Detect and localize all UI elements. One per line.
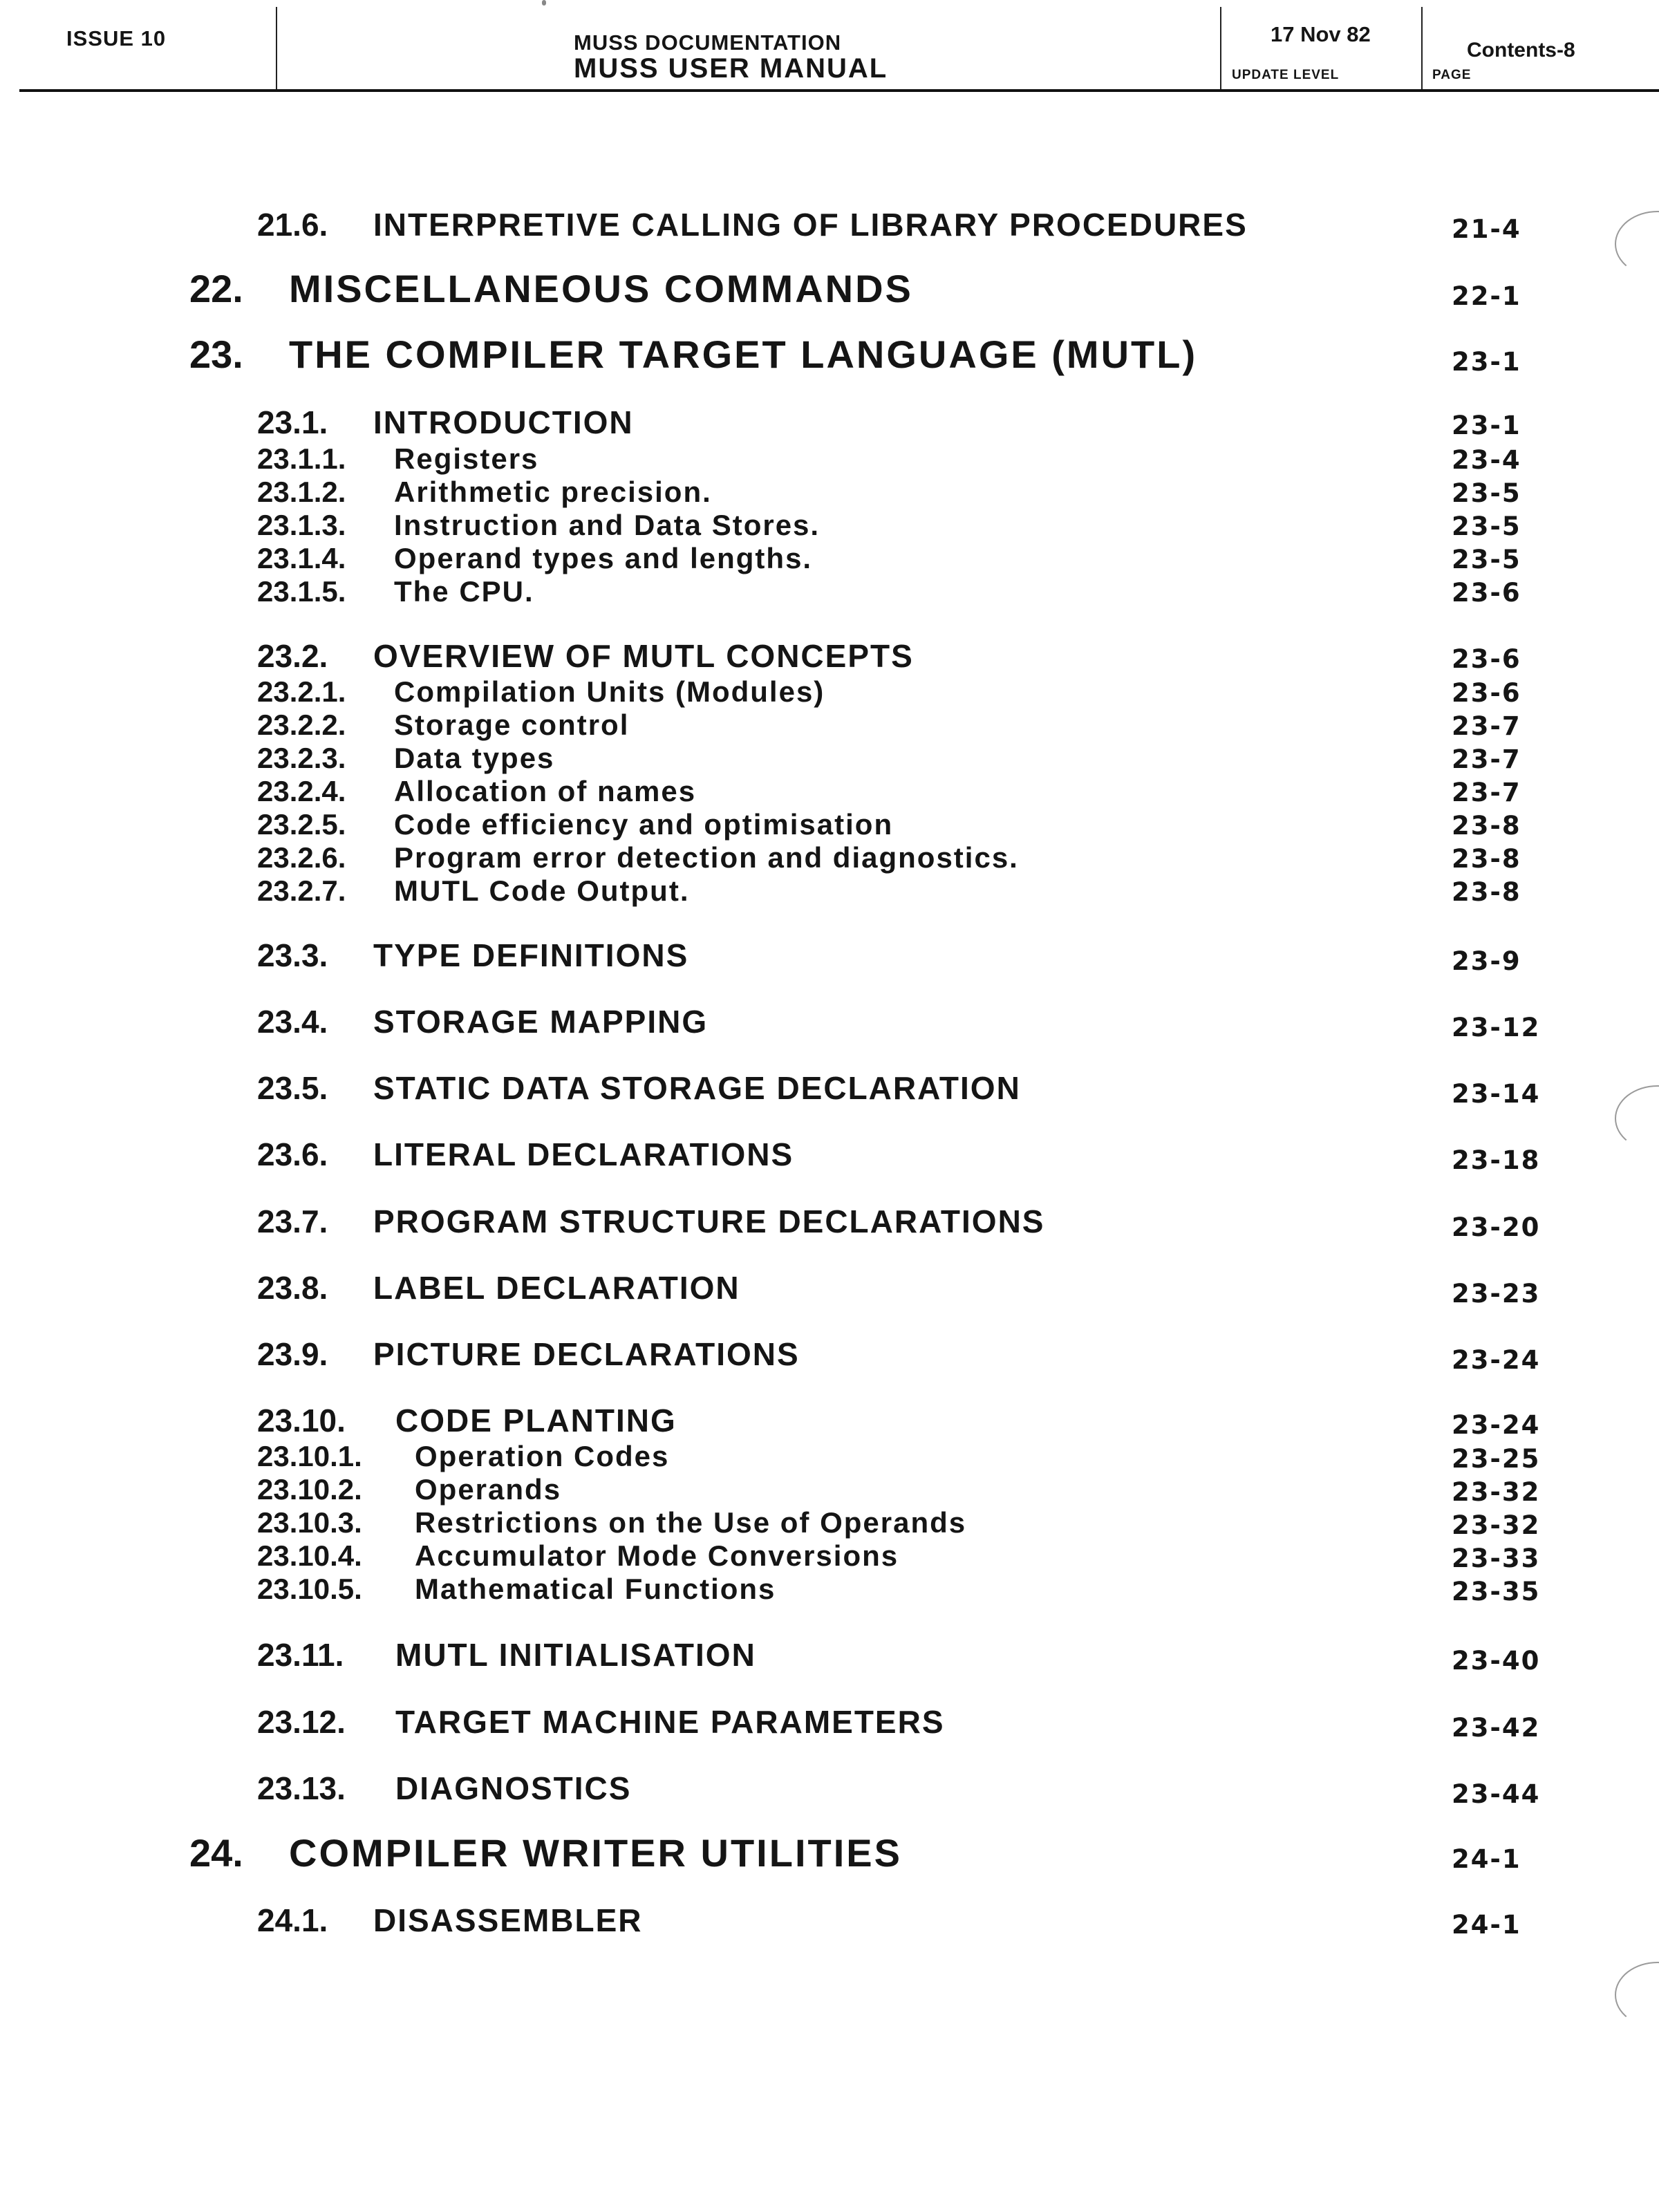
page-ref: 23-32	[1452, 1477, 1541, 1507]
manual-title: MUSS USER MANUAL	[574, 53, 888, 84]
page-ref: 22-1	[1452, 281, 1521, 311]
section-number: 23.10.3.	[257, 1506, 362, 1539]
section-title: TYPE DEFINITIONS	[373, 937, 689, 973]
section-number: 23.2.3.	[257, 742, 346, 774]
section-number: 23.10.1.	[257, 1440, 362, 1472]
page-ref: 23-7	[1452, 744, 1521, 774]
section-number: 23.2.7.	[257, 874, 346, 907]
section-number: 23.2.	[257, 638, 328, 674]
section-number: 23.10.	[257, 1403, 346, 1438]
section-number: 23.1.5.	[257, 575, 346, 608]
section-title: MUTL Code Output.	[394, 874, 690, 907]
page-ref: 23-6	[1452, 644, 1521, 674]
section-number: 23.10.2.	[257, 1473, 362, 1506]
section-title: Operands	[415, 1473, 562, 1506]
section-number: 23.12.	[257, 1704, 346, 1740]
section-title: LABEL DECLARATION	[373, 1270, 740, 1306]
section-number: 24.	[189, 1831, 243, 1875]
section-title: Code efficiency and optimisation	[394, 808, 894, 841]
binder-hole-mark	[1615, 1085, 1659, 1152]
section-title: Compilation Units (Modules)	[394, 675, 825, 708]
section-number: 23.1.	[257, 404, 328, 440]
section-title: Arithmetic precision.	[394, 476, 712, 508]
section-title: COMPILER WRITER UTILITIES	[289, 1831, 902, 1875]
section-title: Accumulator Mode Conversions	[415, 1539, 899, 1572]
page-ref: 23-33	[1452, 1544, 1541, 1573]
section-number: 23.11.	[257, 1637, 344, 1673]
update-date: 17 Nov 82	[1271, 22, 1371, 46]
section-title: Program error detection and diagnostics.	[394, 841, 1019, 874]
page-ref: 23-35	[1452, 1577, 1541, 1606]
header-divider	[1220, 7, 1221, 91]
page-ref: 23-20	[1452, 1212, 1541, 1242]
page-ref: 23-4	[1452, 445, 1521, 475]
page-ref: 23-14	[1452, 1079, 1541, 1109]
section-title: DIAGNOSTICS	[395, 1770, 632, 1806]
page-ref: 23-23	[1452, 1279, 1541, 1309]
section-title: Operation Codes	[415, 1440, 670, 1472]
section-title: Mathematical Functions	[415, 1573, 776, 1605]
page-ref: 23-7	[1452, 711, 1521, 741]
binder-hole-mark	[1615, 211, 1659, 277]
page-ref: 23-32	[1452, 1510, 1541, 1540]
section-number: 23.3.	[257, 937, 328, 973]
section-number: 23.8.	[257, 1270, 328, 1306]
page-number: Contents-8	[1467, 39, 1575, 62]
section-number: 23.5.	[257, 1070, 328, 1106]
page-ref: 23-6	[1452, 678, 1521, 708]
page-ref: 23-9	[1452, 946, 1521, 976]
page-ref: 24-1	[1452, 1910, 1521, 1940]
page-ref: 23-24	[1452, 1345, 1541, 1375]
section-title: Restrictions on the Use of Operands	[415, 1506, 967, 1539]
section-number: 23.1.2.	[257, 476, 346, 508]
document-titles	[574, 32, 888, 82]
section-title: Data types	[394, 742, 555, 774]
section-title: OVERVIEW OF MUTL CONCEPTS	[373, 638, 914, 674]
section-title: MISCELLANEOUS COMMANDS	[289, 267, 913, 310]
page-ref: 24-1	[1452, 1844, 1521, 1874]
page-ref: 23-6	[1452, 578, 1521, 608]
section-number: 23.1.4.	[257, 542, 346, 574]
section-title: DISASSEMBLER	[373, 1902, 643, 1938]
section-title: Operand types and lengths.	[394, 542, 813, 574]
page-ref: 21-4	[1452, 214, 1521, 244]
section-title: TARGET MACHINE PARAMETERS	[395, 1704, 945, 1740]
page-ref: 23-7	[1452, 778, 1521, 807]
section-number: 23.2.5.	[257, 808, 346, 841]
section-title: INTRODUCTION	[373, 404, 634, 440]
section-number: 23.10.4.	[257, 1539, 362, 1572]
page-ref: 23-5	[1452, 478, 1521, 508]
section-title: Storage control	[394, 709, 630, 741]
page-ref: 23-12	[1452, 1013, 1541, 1042]
section-title: The CPU.	[394, 575, 534, 608]
page-ref: 23-8	[1452, 877, 1521, 907]
section-number: 23.7.	[257, 1203, 328, 1239]
doc-title: MUSS DOCUMENTATION	[574, 30, 842, 55]
page-ref: 23-8	[1452, 844, 1521, 874]
section-title: Instruction and Data Stores.	[394, 509, 821, 541]
section-title: PROGRAM STRUCTURE DECLARATIONS	[373, 1203, 1045, 1239]
header-rule	[19, 89, 1659, 92]
page-ref: 23-18	[1452, 1145, 1541, 1175]
page-header	[0, 0, 1659, 93]
section-number: 23.2.2.	[257, 709, 346, 741]
page-ref: 23-42	[1452, 1713, 1541, 1743]
page-label: PAGE	[1432, 68, 1472, 82]
page-ref: 23-44	[1452, 1779, 1541, 1809]
page-ref: 23-1	[1452, 347, 1521, 377]
section-number: 23.4.	[257, 1004, 328, 1040]
section-number: 23.1.3.	[257, 509, 346, 541]
section-title: MUTL INITIALISATION	[395, 1637, 756, 1673]
scan-speck	[542, 0, 546, 6]
section-title: Registers	[394, 442, 539, 475]
section-number: 23.2.4.	[257, 775, 346, 807]
section-title: STATIC DATA STORAGE DECLARATION	[373, 1070, 1021, 1106]
issue-label: ISSUE 10	[66, 26, 167, 50]
section-title: INTERPRETIVE CALLING OF LIBRARY PROCEDURES	[373, 207, 1248, 243]
section-number: 21.6.	[257, 207, 328, 243]
section-title: PICTURE DECLARATIONS	[373, 1336, 800, 1372]
section-title: THE COMPILER TARGET LANGUAGE (MUTL)	[289, 332, 1198, 376]
header-divider	[1421, 7, 1423, 91]
binder-hole-mark	[1615, 1962, 1659, 2028]
page-ref: 23-5	[1452, 512, 1521, 541]
section-number: 23.10.5.	[257, 1573, 362, 1605]
section-number: 23.	[189, 332, 243, 376]
update-level-label: UPDATE LEVEL	[1232, 68, 1340, 82]
page-ref: 23-8	[1452, 811, 1521, 841]
page-ref: 23-1	[1452, 411, 1521, 440]
page-ref: 23-25	[1452, 1444, 1541, 1474]
section-number: 23.13.	[257, 1770, 346, 1806]
header-divider	[276, 7, 277, 91]
section-title: Allocation of names	[394, 775, 697, 807]
section-number: 23.2.6.	[257, 841, 346, 874]
section-number: 23.9.	[257, 1336, 328, 1372]
section-number: 23.1.1.	[257, 442, 346, 475]
page-ref: 23-5	[1452, 545, 1521, 574]
section-number: 22.	[189, 267, 243, 310]
page-ref: 23-40	[1452, 1646, 1541, 1676]
section-title: LITERAL DECLARATIONS	[373, 1136, 794, 1172]
section-number: 23.2.1.	[257, 675, 346, 708]
section-title: CODE PLANTING	[395, 1403, 677, 1438]
section-number: 23.6.	[257, 1136, 328, 1172]
section-title: STORAGE MAPPING	[373, 1004, 709, 1040]
section-number: 24.1.	[257, 1902, 328, 1938]
page-ref: 23-24	[1452, 1410, 1541, 1440]
